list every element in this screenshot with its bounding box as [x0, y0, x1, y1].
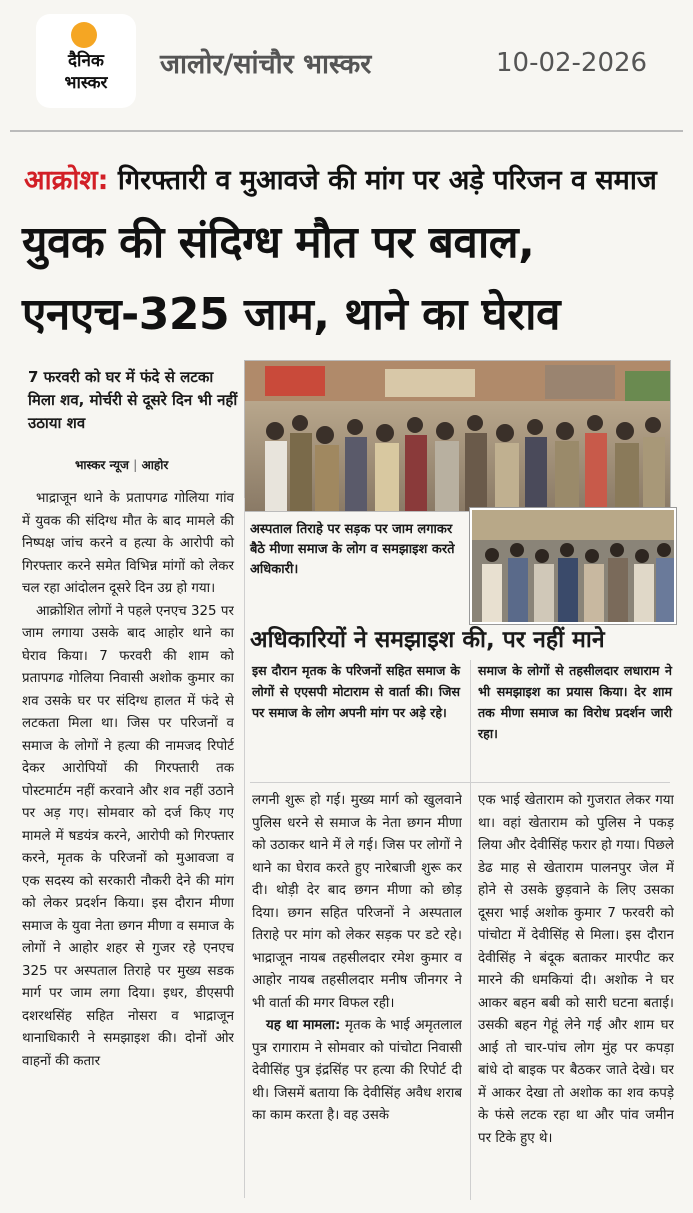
- column-rule-right: [470, 660, 471, 1200]
- photo-caption: अस्पताल तिराहे पर सड़क पर जाम लगाकर बैठे मीणा समाज के लोग व समझाइश करते अधिकारी।: [250, 522, 455, 577]
- kicker-line: [24, 160, 657, 197]
- sit-in-crowd-image: [472, 510, 674, 622]
- kicker-text: गिरफ्तारी व मुआवजे की मांग पर अड़े परिजन व समाज: [117, 165, 657, 196]
- edition-name: जालोर/सांचौर भास्कर: [160, 49, 372, 80]
- headline-line2: एनएच-325 जाम, थाने का घेराव: [22, 289, 560, 340]
- middle-col-paragraph-1: लगनी शुरू हो गई। मुख्य मार्ग को खुलवाने पुलिस धरने से समाज के नेता छगन मीणा को उठाकर थाने में ले गई। जिस पर लोगों ने थाने का घेराव करते हुए नारेबाजी शुरू कर दी। थोड़ी देर बाद छगन मीणा को छोड़ दिया। छगन सहित परिजनों ने अस्पताल तिराहे पर मांग को लेकर सड़क पर डटे रहे। भाद्राजून नायब तहसीलदार रमेश कुमार व आहोर नायब तहसीलदार मनीष जीनगर ने भी वार्ता की मगर विफल रही।: [252, 793, 462, 1011]
- article-intro: 7 फरवरी को घर में फंदे से लटका मिला शव, मोर्चरी से दूसरे दिन भी नहीं उठाया शव: [28, 368, 238, 432]
- left-col-paragraph-1: भाद्राजून थाने के प्रतापगढ गोलिया गांव में युवक की संदिग्ध मौत के बाद मामले की निष्पक्ष जांच करने व हत्या के आरोपी को गिरफ्तार करने समेत विभिन्न मांगों को लेकर चल रहा आंदोलन दूसरे दिन उग्र हो गया।: [22, 491, 234, 596]
- sit-in-photo: [470, 508, 676, 624]
- column-rule-left: [244, 498, 245, 1198]
- left-col-paragraph-2: आक्रोशित लोगों ने पहले एनएच 325 पर जाम लगाया उसके बाद आहोर थाने का घेराव किया। 7 फरवरी की शाम को प्रतापगढ गोलिया निवासी अशोक कुमार का शव उसके घर पर संदिग्ध हालत में फंदे से लटकता मिला था। जिस पर परिजनों व समाज के लोगों ने हत्या की नामजद रिपोर्ट देकर आरोपियों की गिरफ्तारी तक पोस्टमार्टम नहीं करवाने और शव नहीं उठाने पर अड़ गए। सोमवार को दर्ज किए गए मामले में षडयंत्र करने, आरोपी को गिरफ्तार करने, मृतक के परिजनों को मुआवजा व एक सदस्य को सरकारी नौकरी देने की मांग को लेकर प्रदर्शन किया। इस दौरान मीणा समाज के युवा नेता छगन मीणा व समाज के लोगों ने आहोर शहर से गुजर रहे एनएच 325 पर अस्पताल तिराहे पर मुख्य सडक मार्ग पर जाम लगा दिया। इधर, डीएसपी दशरथसिंह सहित नोसरा व भाद्राजून थानाधिकारी ने समझाइश की। दोनों ओर वाहनों की कतार: [22, 603, 234, 1069]
- sub-column-2: समाज के लोगों से तहसीलदार लधाराम ने भी समझाइश का प्रयास किया। देर शाम तक मीणा समाज का विरोध प्रदर्शन जारी रहा।: [478, 663, 672, 741]
- dainik-bhaskar-logo: [36, 14, 136, 108]
- case-text: मृतक के भाई अमृतलाल पुत्र रागाराम ने सोमवार को पांचोटा निवासी देवीसिंह पुत्र इंद्रसिंह पर हत्या की रिपोर्ट दी थी। जिसमें बताया कि देवीसिंह अवैध शराब का काम करता है। वह उसके: [252, 1018, 462, 1123]
- sub-column-1: इस दौरान मृतक के परिजनों सहित समाज के लोगों से एएसपी मोटाराम से वार्ता की। जिस पर समाज के लोग अपनी मांग पर अड़े रहे।: [252, 663, 460, 720]
- sub-headline: अधिकारियों ने समझाइश की, पर नहीं माने: [250, 627, 605, 653]
- right-column: एक भाई खेताराम को गुजरात लेकर गया था। वहां खेताराम को पुलिस ने पकड़ लिया और देवीसिंह फरार हो गया। पिछले डेढ माह से खेताराम पालनपुर जेल में होने से उसके छुड़वाने के लिए उसका दूसरा भाई अशोक कुमार 7 फरवरी को पांचोटा में देवीसिंह से मिला। इस दौरान देवीसिंह ने बंदूक बताकर मारपीट कर मारने की धमकियां दी। अशोक ने घर आकर बहन बबी को सारी घटना बताई। उसकी बहन गेहूं लेने गई और शाम घर आई तो चार-पांच लोग मुंह पर कपड़ा बांधे दो बाइक पर बैठकर जाते देखे। घर में आकर देखा तो अशोक का शव कपड़े के फंसे लटक रहा था और पांव जमीन पर टिके हुए थे।: [478, 793, 674, 1146]
- middle-column: [252, 790, 462, 1198]
- edition-date: 10-02-2026: [496, 48, 648, 78]
- newspaper-header: [0, 0, 693, 130]
- byline: [75, 456, 168, 473]
- middle-col-paragraph-2: [252, 1015, 462, 1128]
- byline-separator: |: [133, 458, 142, 472]
- sub-section-rule: [250, 782, 670, 783]
- logo-text-line1: दैनिक: [68, 51, 104, 71]
- kicker-label: आक्रोश:: [24, 165, 109, 196]
- headline-line1: युवक की संदिग्ध मौत पर बवाल,: [22, 217, 535, 268]
- byline-place: आहोर: [141, 458, 169, 472]
- sun-icon: [71, 22, 97, 48]
- byline-source: भास्कर न्यूज: [75, 458, 129, 472]
- protest-photo: [244, 360, 671, 512]
- protest-crowd-image: [245, 361, 670, 511]
- case-lead-label: यह था मामला:: [266, 1018, 341, 1033]
- left-column: [22, 488, 234, 1213]
- header-divider: [10, 130, 683, 132]
- logo-text-line2: भास्कर: [64, 73, 108, 93]
